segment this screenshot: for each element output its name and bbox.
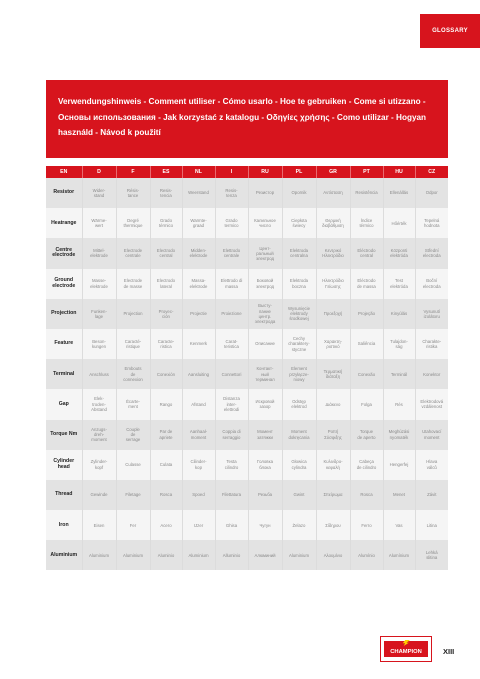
translation-cell: Écarte- ment: [116, 389, 150, 419]
translation-cell: Wärme- wert: [82, 208, 116, 238]
translation-cell: Projectie: [182, 299, 215, 329]
translation-cell: Elek- troden- Abstand: [82, 389, 116, 419]
translation-cell: Grado termico: [215, 208, 248, 238]
translation-cell: Acero: [150, 510, 182, 540]
table-row: [46, 510, 448, 540]
term-cell: Ground electrode: [46, 269, 82, 299]
translation-cell: Gewinde: [82, 480, 116, 510]
column-header-cz: CZ: [415, 166, 448, 178]
translation-cell: Odpor: [415, 178, 448, 208]
translation-cell: Litina: [415, 510, 448, 540]
translation-cell: Cechy charaktery- styczne: [282, 329, 316, 359]
translation-cell: Боковой электрод: [248, 269, 282, 299]
translation-cell: Διάκενο: [316, 389, 350, 419]
translation-cell: Προεξοχή: [316, 299, 350, 329]
translation-cell: Massa- elektrode: [182, 269, 215, 299]
translation-cell: Moment dokręcania: [282, 420, 316, 450]
translation-cell: Cabeça de cilindro: [350, 450, 383, 480]
term-cell: Cylinder head: [46, 450, 82, 480]
translation-cell: Utahovací moment: [415, 420, 448, 450]
translation-cell: Aluminium: [182, 540, 215, 570]
column-header-pl: PL: [282, 166, 316, 178]
translation-cell: Rosca: [350, 480, 383, 510]
table-row: [46, 269, 448, 299]
translation-cell: Aansluiting: [182, 359, 215, 389]
translation-cell: Culasse: [116, 450, 150, 480]
term-cell: Gap: [46, 389, 82, 419]
translation-cell: Opornik: [282, 178, 316, 208]
translation-cell: Masse- elektrode: [82, 269, 116, 299]
translation-cell: Connettori: [215, 359, 248, 389]
translation-cell: Electrodo central: [150, 238, 182, 268]
translation-cell: Elektroda centralna: [282, 238, 316, 268]
translation-cell: Hőérték: [383, 208, 415, 238]
column-header-f: F: [116, 166, 150, 178]
translation-cell: Αντίσταση: [316, 178, 350, 208]
column-header-nl: NL: [182, 166, 215, 178]
table-row: [46, 420, 448, 450]
translation-cell: Odstęp elektrod: [282, 389, 316, 419]
translation-cell: Torque de aperto: [350, 420, 383, 450]
translation-cell: Folga: [350, 389, 383, 419]
term-cell: Terminal: [46, 359, 82, 389]
translation-cell: Elettrodo centrale: [215, 238, 248, 268]
translation-cell: Anschluss: [82, 359, 116, 389]
translation-cell: Culata: [150, 450, 182, 480]
translation-cell: Ferro: [350, 510, 383, 540]
translation-cell: Алюминий: [248, 540, 282, 570]
translation-cell: Aluminium: [116, 540, 150, 570]
translation-cell: Резьба: [248, 480, 282, 510]
translation-cell: Ciepłota świecy: [282, 208, 316, 238]
translation-cell: Elettrodo di massa: [215, 269, 248, 299]
term-cell: Resistor: [46, 178, 82, 208]
translation-cell: Konektor: [415, 359, 448, 389]
table-row: [46, 540, 448, 570]
translation-cell: Mittel- elektrode: [82, 238, 116, 268]
translation-cell: Índice térmico: [350, 208, 383, 238]
translation-cell: Tulajdon- ság: [383, 329, 415, 359]
translation-cell: Charakte- ristika: [415, 329, 448, 359]
translation-cell: Beson- kungen: [82, 329, 116, 359]
column-header-ru: RU: [248, 166, 282, 178]
column-header-en: EN: [46, 166, 82, 178]
translation-cell: Zylinder- kopf: [82, 450, 116, 480]
column-header-d: D: [82, 166, 116, 178]
usage-header-line: Verwendungshinweis - Comment utiliser - Cómo usarlo - Hoe te gebruiken - Come si utizzano -: [58, 97, 426, 106]
translation-cell: Θερμική διαβάθμιση: [316, 208, 350, 238]
glossary-tab: [420, 14, 480, 48]
term-cell: Projection: [46, 299, 82, 329]
translation-cell: Alumínio: [350, 540, 383, 570]
translation-cell: Rosca: [150, 480, 182, 510]
translation-cell: Описание: [248, 329, 282, 359]
translation-cell: Elektroda boczna: [282, 269, 316, 299]
translation-cell: Vysunutí izolátoru: [415, 299, 448, 329]
translation-cell: Projection: [116, 299, 150, 329]
translation-cell: Afstand: [182, 389, 215, 419]
translation-cell: Caracte- ristica: [150, 329, 182, 359]
translation-cell: Gwint: [282, 480, 316, 510]
column-header-i: I: [215, 166, 248, 178]
translation-cell: Meghúzási nyomaték: [383, 420, 415, 450]
translation-cell: Anzugs- dreh- moment: [82, 420, 116, 450]
translation-cell: Lehká slitina: [415, 540, 448, 570]
translation-cell: Σπείρωμα: [316, 480, 350, 510]
translation-cell: Aluminium: [282, 540, 316, 570]
translation-cell: Искровой зазор: [248, 389, 282, 419]
translation-cell: Αλουμίνιο: [316, 540, 350, 570]
translation-cell: Distanza inter- elettrodi: [215, 389, 248, 419]
glossary-table: [46, 166, 448, 570]
translation-cell: Resis- tenza: [215, 178, 248, 208]
translation-cell: Żelazo: [282, 510, 316, 540]
table-row: [46, 299, 448, 329]
translation-cell: Eléctrodo central: [350, 238, 383, 268]
term-cell: Aluminium: [46, 540, 82, 570]
table-row: [46, 238, 448, 268]
translation-cell: Fer: [116, 510, 150, 540]
usage-header: [46, 80, 448, 158]
translation-cell: Střední electroda: [415, 238, 448, 268]
translation-cell: Spoed: [182, 480, 215, 510]
translation-cell: Цент- ральный электрод: [248, 238, 282, 268]
translation-cell: Cilinder- kop: [182, 450, 215, 480]
table-row: [46, 480, 448, 510]
translation-cell: Electrode centrale: [116, 238, 150, 268]
translation-cell: Aanhaal- moment: [182, 420, 215, 450]
translation-cell: Rango: [150, 389, 182, 419]
translation-cell: Conexão: [350, 359, 383, 389]
translation-cell: Κεντρικό Ηλεκτρόδιο: [316, 238, 350, 268]
translation-cell: Wysunięcie elektrody środkowej: [282, 299, 316, 329]
translation-cell: Weerstand: [182, 178, 215, 208]
translation-cell: Boční electroda: [415, 269, 448, 299]
translation-cell: Resis- tencia: [150, 178, 182, 208]
champion-logo: [380, 636, 432, 662]
translation-cell: Контакт- ный терминал: [248, 359, 282, 389]
table-row: [46, 359, 448, 389]
translation-cell: Midden- elektrode: [182, 238, 215, 268]
column-header-gr: GR: [316, 166, 350, 178]
term-cell: Iron: [46, 510, 82, 540]
translation-cell: Závit: [415, 480, 448, 510]
translation-cell: Момент затяжки: [248, 420, 282, 450]
translation-cell: Wider- stand: [82, 178, 116, 208]
translation-cell: Hlava válců: [415, 450, 448, 480]
translation-cell: Proiezione: [215, 299, 248, 329]
term-cell: Feature: [46, 329, 82, 359]
translation-cell: Saliência: [350, 329, 383, 359]
translation-cell: Alumínium: [383, 540, 415, 570]
column-header-es: ES: [150, 166, 182, 178]
translation-cell: Résis- tance: [116, 178, 150, 208]
translation-cell: Projeção: [350, 299, 383, 329]
translation-cell: Vas: [383, 510, 415, 540]
translation-cell: Electrodo lateral: [150, 269, 182, 299]
translation-cell: Element przyłącze- niowy: [282, 359, 316, 389]
translation-cell: Τερματική διάταξη: [316, 359, 350, 389]
translation-cell: Rés: [383, 389, 415, 419]
usage-header-line: használd - Návod k použití: [58, 128, 161, 137]
table-row: [46, 178, 448, 208]
translation-cell: Par de apriete: [150, 420, 182, 450]
translation-cell: Embouts de connexion: [116, 359, 150, 389]
translation-cell: Головка блока: [248, 450, 282, 480]
translation-cell: Głowica cylindra: [282, 450, 316, 480]
translation-cell: Conexión: [150, 359, 182, 389]
translation-cell: Electrode de masse: [116, 269, 150, 299]
translation-cell: Eisen: [82, 510, 116, 540]
translation-cell: Χαρακτη- ριστικό: [316, 329, 350, 359]
translation-cell: Testa cilindro: [215, 450, 248, 480]
translation-cell: Eléctrodo de massa: [350, 269, 383, 299]
translation-cell: Funken- lage: [82, 299, 116, 329]
translation-cell: Couple de serrage: [116, 420, 150, 450]
table-row: [46, 208, 448, 238]
translation-cell: Elektrodová vzdálenost: [415, 389, 448, 419]
term-cell: Heatrange: [46, 208, 82, 238]
translation-cell: Resistência: [350, 178, 383, 208]
translation-cell: Test elektróda: [383, 269, 415, 299]
term-cell: Torque Nm: [46, 420, 82, 450]
table-row: [46, 389, 448, 419]
translation-cell: Aluminium: [82, 540, 116, 570]
translation-cell: Grado térmico: [150, 208, 182, 238]
translation-cell: Ellenállás: [383, 178, 415, 208]
translation-cell: Carat- teristica: [215, 329, 248, 359]
translation-cell: Κυλινδρο- κεφαλή: [316, 450, 350, 480]
translation-cell: Degré thermique: [116, 208, 150, 238]
column-header-hu: HU: [383, 166, 415, 178]
translation-cell: Terminál: [383, 359, 415, 389]
translation-cell: Caracté- ristique: [116, 329, 150, 359]
translation-cell: Kenmerk: [182, 329, 215, 359]
translation-cell: Kinyúlás: [383, 299, 415, 329]
translation-cell: Ghisa: [215, 510, 248, 540]
table-row: [46, 329, 448, 359]
usage-header-line: Основы использования - Jak korzystać z katalogu - Οδηγίες χρήσης - Como utilizar - Hogyan: [58, 112, 427, 122]
translation-cell: Filetage: [116, 480, 150, 510]
term-cell: Thread: [46, 480, 82, 510]
translation-cell: Hengerfej: [383, 450, 415, 480]
translation-cell: Калильное число: [248, 208, 282, 238]
table-row: [46, 450, 448, 480]
translation-cell: Warmte- graad: [182, 208, 215, 238]
column-header-pt: PT: [350, 166, 383, 178]
page-number: XIII: [443, 647, 455, 656]
translation-cell: Aluminio: [150, 540, 182, 570]
translation-cell: Чугун: [248, 510, 282, 540]
translation-cell: Ροπή Σύσφιξης: [316, 420, 350, 450]
translation-cell: IJzer: [182, 510, 215, 540]
champion-logo-wordmark: CHAMPION: [384, 641, 428, 657]
translation-cell: Központi elektróda: [383, 238, 415, 268]
translation-cell: Ηλεκτρόδιο Γείωσης: [316, 269, 350, 299]
translation-cell: Proyec- ción: [150, 299, 182, 329]
glossary-tab-label: GLOSSARY: [432, 28, 468, 34]
translation-cell: Filettatura: [215, 480, 248, 510]
translation-cell: Coppia di serraggio: [215, 420, 248, 450]
translation-cell: Σίδηρου: [316, 510, 350, 540]
translation-cell: Tepelná hodnota: [415, 208, 448, 238]
term-cell: Centre electrode: [46, 238, 82, 268]
translation-cell: Высту- пание центр. электрода: [248, 299, 282, 329]
translation-cell: Alluminio: [215, 540, 248, 570]
glossary-header-row: [46, 166, 448, 178]
translation-cell: Резистор: [248, 178, 282, 208]
translation-cell: Menet: [383, 480, 415, 510]
